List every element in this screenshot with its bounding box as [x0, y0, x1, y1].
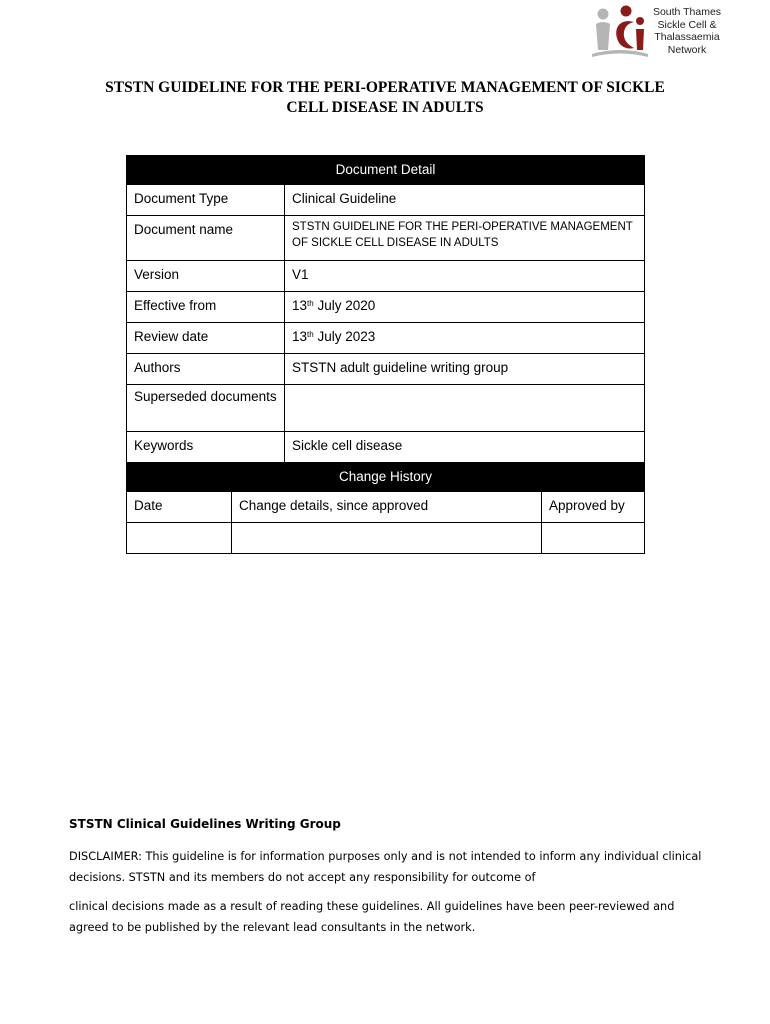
disclaimer-paragraph-2: clinical decisions made as a result of reading these guidelines. All guidelines have been peer-reviewed and agreed to be published by the relevant lead consultants in the network. [69, 900, 675, 934]
column-header-date: Date [127, 492, 232, 523]
row-value: Sickle cell disease [285, 432, 645, 463]
title-line-1: STSTN GUIDELINE FOR THE PERI-OPERATIVE MANAGEMENT OF SICKLE [105, 79, 665, 96]
empty-cell [542, 523, 645, 554]
table-row [127, 323, 645, 354]
table-row [127, 354, 645, 385]
row-value [285, 292, 645, 323]
table-row [127, 261, 645, 292]
logo-text [632, 6, 742, 56]
row-value: V1 [285, 261, 645, 292]
row-value: STSTN adult guideline writing group [285, 354, 645, 385]
row-label: Document Type [127, 185, 285, 216]
logo-line: Sickle Cell & [657, 18, 717, 31]
date-day: 13 [292, 298, 308, 313]
column-header-details: Change details, since approved [232, 492, 542, 523]
row-value [285, 385, 645, 432]
disclaimer-paragraph-1: DISCLAIMER: This guideline is for information purposes only and is not intended to inform any individual clinical decisions. STSTN and its members do not accept any responsibility for outcome of [69, 850, 702, 884]
writing-group-heading: STSTN Clinical Guidelines Writing Group [69, 817, 341, 831]
date-rest: July 2023 [313, 329, 376, 344]
logo-line: Network [667, 43, 707, 56]
empty-cell [127, 523, 232, 554]
row-value: Clinical Guideline [285, 185, 645, 216]
row-value: STSTN GUIDELINE FOR THE PERI-OPERATIVE MANAGEMENT OF SICKLE CELL DISEASE IN ADULTS [285, 216, 645, 261]
document-detail-table [126, 155, 645, 554]
row-label: Document name [127, 216, 285, 261]
title-line-2: CELL DISEASE IN ADULTS [286, 99, 484, 116]
table-row [127, 292, 645, 323]
row-label: Authors [127, 354, 285, 385]
column-header-approved: Approved by [542, 492, 645, 523]
row-label: Keywords [127, 432, 285, 463]
table-row [127, 385, 645, 432]
date-suffix: th [307, 330, 314, 339]
date-suffix: th [307, 299, 314, 308]
logo-line: Thalassaemia [654, 31, 720, 44]
date-day: 13 [292, 329, 308, 344]
table-row [127, 523, 645, 554]
change-history-header [127, 463, 645, 492]
change-history-heading: Change History [127, 463, 645, 492]
logo-line: South Thames [652, 6, 722, 18]
table-row [127, 432, 645, 463]
row-label: Superseded documents [127, 385, 285, 432]
row-value [285, 323, 645, 354]
row-label: Version [127, 261, 285, 292]
page-title [60, 78, 710, 118]
empty-cell [232, 523, 542, 554]
table-row [127, 185, 645, 216]
row-label: Effective from [127, 292, 285, 323]
document-detail-heading: Document Detail [127, 156, 645, 185]
network-logo [590, 4, 740, 62]
document-detail-header [127, 156, 645, 185]
change-history-columns [127, 492, 645, 523]
table-row [127, 216, 645, 261]
date-rest: July 2020 [313, 298, 376, 313]
row-label: Review date [127, 323, 285, 354]
